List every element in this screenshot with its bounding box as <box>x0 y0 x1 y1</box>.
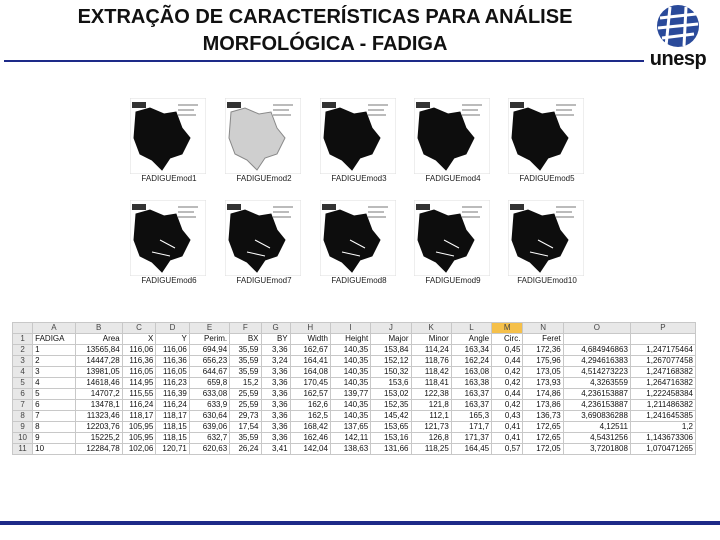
table-cell[interactable]: 2 <box>33 356 76 367</box>
table-cell[interactable]: 10 <box>33 444 76 455</box>
table-cell[interactable]: 163,08 <box>451 367 491 378</box>
table-cell[interactable]: 4,684946863 <box>563 345 630 356</box>
table-cell[interactable]: 630,64 <box>189 411 229 422</box>
thumbnail-item <box>508 98 584 183</box>
thumbnail-caption: FADIGUEmod8 <box>331 276 387 285</box>
table-cell[interactable]: Y <box>156 334 190 345</box>
micrograph-image <box>508 98 584 174</box>
table-cell[interactable]: L <box>451 323 491 334</box>
table-cell[interactable] <box>630 334 695 345</box>
micrograph-image <box>414 200 490 276</box>
row-number[interactable]: 1 <box>13 334 33 345</box>
table-cell[interactable]: 3,36 <box>261 345 290 356</box>
row-number[interactable]: 7 <box>13 400 33 411</box>
thumbnail-caption: FADIGUEmod7 <box>236 276 292 285</box>
table-cell[interactable]: 163,37 <box>451 389 491 400</box>
table-cell[interactable]: Minor <box>411 334 451 345</box>
table-cell[interactable]: 0,42 <box>492 367 523 378</box>
table-cell[interactable]: 3,36 <box>261 411 290 422</box>
table-cell[interactable]: 14618,46 <box>75 378 122 389</box>
table-cell[interactable]: 35,59 <box>230 345 261 356</box>
table-cell[interactable]: 115,55 <box>122 389 156 400</box>
table-cell[interactable]: 162,67 <box>290 345 330 356</box>
table-cell[interactable]: 0,44 <box>492 356 523 367</box>
table-cell[interactable]: 170,45 <box>290 378 330 389</box>
table-cell[interactable]: 171,37 <box>451 433 491 444</box>
table-cell[interactable]: 14707,2 <box>75 389 122 400</box>
row-number[interactable]: 2 <box>13 345 33 356</box>
table-cell[interactable]: D <box>156 323 190 334</box>
table-cell[interactable]: 162,46 <box>290 433 330 444</box>
table-cell[interactable]: 4,514273223 <box>563 367 630 378</box>
thumbnail-item <box>414 200 490 285</box>
table-cell[interactable]: K <box>411 323 451 334</box>
globe-icon <box>640 2 716 52</box>
table-cell[interactable]: 0,41 <box>492 433 523 444</box>
table-cell[interactable]: 1,264716382 <box>630 378 695 389</box>
table-cell[interactable]: 168,42 <box>290 422 330 433</box>
micrograph-image <box>225 98 301 174</box>
table-cell[interactable]: 1,247175464 <box>630 345 695 356</box>
table-cell[interactable]: 620,63 <box>189 444 229 455</box>
micrograph-image <box>414 98 490 174</box>
thumbnail-caption: FADIGUEmod3 <box>331 174 387 183</box>
thumbnail-item <box>225 98 301 183</box>
footer-divider <box>0 521 720 525</box>
micrograph-image <box>320 98 396 174</box>
table-cell[interactable]: 694,94 <box>189 345 229 356</box>
table-cell[interactable]: 116,39 <box>156 389 190 400</box>
table-cell[interactable]: 131,66 <box>371 444 411 455</box>
table-cell[interactable]: 116,36 <box>122 356 156 367</box>
table-row <box>13 345 696 356</box>
table-cell[interactable]: 15225,2 <box>75 433 122 444</box>
table-cell[interactable]: Area <box>75 334 122 345</box>
table-cell[interactable]: Height <box>330 334 370 345</box>
table-cell[interactable]: 1,211486382 <box>630 400 695 411</box>
table-cell[interactable]: 13478,1 <box>75 400 122 411</box>
table-cell[interactable]: 162,5 <box>290 411 330 422</box>
row-number[interactable]: 9 <box>13 422 33 433</box>
table-cell[interactable]: 1,143673306 <box>630 433 695 444</box>
table-cell[interactable]: A <box>33 323 76 334</box>
row-number[interactable]: 3 <box>13 356 33 367</box>
table-cell[interactable]: 0,42 <box>492 378 523 389</box>
table-cell[interactable]: 26,24 <box>230 444 261 455</box>
table-cell[interactable]: 116,05 <box>122 367 156 378</box>
table-cell[interactable]: 120,71 <box>156 444 190 455</box>
table-cell[interactable]: 116,24 <box>156 400 190 411</box>
table-cell[interactable]: 35,59 <box>230 356 261 367</box>
table-cell[interactable]: N <box>523 323 563 334</box>
micrograph-image <box>225 200 301 276</box>
table-cell[interactable] <box>563 334 630 345</box>
table-cell[interactable]: 8 <box>33 422 76 433</box>
table-cell[interactable]: 11323,46 <box>75 411 122 422</box>
row-number[interactable]: 11 <box>13 444 33 455</box>
table-cell[interactable]: 656,23 <box>189 356 229 367</box>
table-cell[interactable]: 112,1 <box>411 411 451 422</box>
table-cell[interactable]: 3,36 <box>261 378 290 389</box>
table-cell[interactable]: 116,23 <box>156 378 190 389</box>
thumbnail-caption: FADIGUEmod5 <box>519 174 575 183</box>
table-cell[interactable]: 1,2 <box>630 422 695 433</box>
table-cell[interactable]: 118,41 <box>411 378 451 389</box>
table-cell[interactable]: 152,35 <box>371 400 411 411</box>
thumbnail-caption: FADIGUEmod10 <box>517 276 577 285</box>
row-number[interactable]: 8 <box>13 411 33 422</box>
table-cell[interactable]: Perim. <box>189 334 229 345</box>
table-cell[interactable]: 105,95 <box>122 422 156 433</box>
table-cell[interactable]: 3,41 <box>261 444 290 455</box>
table-cell[interactable]: 1,070471265 <box>630 444 695 455</box>
table-cell[interactable]: 114,95 <box>122 378 156 389</box>
table-cell[interactable]: 173,93 <box>523 378 563 389</box>
table-cell[interactable]: 137,65 <box>330 422 370 433</box>
logo-text: unesp <box>649 48 707 70</box>
table-cell[interactable]: 118,17 <box>156 411 190 422</box>
table-cell[interactable]: 121,8 <box>411 400 451 411</box>
thumbnail-item <box>225 200 301 285</box>
table-cell[interactable]: 9 <box>33 433 76 444</box>
table-cell[interactable]: 35,59 <box>230 367 261 378</box>
table-cell[interactable]: P <box>630 323 695 334</box>
table-cell[interactable]: I <box>330 323 370 334</box>
unesp-logo <box>640 2 716 68</box>
feature-table <box>12 322 696 455</box>
table-cell[interactable]: Circ. <box>492 334 523 345</box>
row-number[interactable]: 10 <box>13 433 33 444</box>
micrograph-image <box>130 98 206 174</box>
table-cell[interactable]: 173,05 <box>523 367 563 378</box>
table-cell[interactable]: 0,57 <box>492 444 523 455</box>
table-row <box>13 422 696 433</box>
table-cell[interactable]: 1,241645385 <box>630 411 695 422</box>
table-cell[interactable]: 632,7 <box>189 433 229 444</box>
table-cell[interactable]: J <box>371 323 411 334</box>
table-cell[interactable]: 13565,84 <box>75 345 122 356</box>
table-cell[interactable]: 3 <box>33 367 76 378</box>
row-number[interactable]: 6 <box>13 389 33 400</box>
table-cell[interactable]: 6 <box>33 400 76 411</box>
table-cell[interactable]: 4,3263559 <box>563 378 630 389</box>
table-cell[interactable]: 1 <box>33 345 76 356</box>
title-divider <box>4 60 644 62</box>
table-cell[interactable]: 12284,78 <box>75 444 122 455</box>
table-cell[interactable]: 163,37 <box>451 400 491 411</box>
table-cell[interactable]: 0,41 <box>492 422 523 433</box>
table-row <box>13 367 696 378</box>
spreadsheet <box>12 322 696 452</box>
table-cell[interactable]: 15,2 <box>230 378 261 389</box>
table-cell[interactable]: 3,36 <box>261 389 290 400</box>
table-cell[interactable]: 0,44 <box>492 389 523 400</box>
thumbnail-caption: FADIGUEmod4 <box>425 174 481 183</box>
table-cell[interactable]: C <box>122 323 156 334</box>
table-cell[interactable]: 1,267077458 <box>630 356 695 367</box>
micrograph-image <box>320 200 396 276</box>
thumbnail-caption: FADIGUEmod6 <box>141 276 197 285</box>
table-cell[interactable]: 162,24 <box>451 356 491 367</box>
table-cell[interactable]: 126,8 <box>411 433 451 444</box>
table-cell[interactable]: 116,06 <box>122 345 156 356</box>
thumbnail-caption: FADIGUEmod1 <box>141 174 197 183</box>
table-cell[interactable]: 4,5431256 <box>563 433 630 444</box>
table-cell[interactable]: 1,247168382 <box>630 367 695 378</box>
table-cell[interactable]: 25,59 <box>230 400 261 411</box>
table-cell[interactable]: 1,222458384 <box>630 389 695 400</box>
table-cell[interactable]: 174,86 <box>523 389 563 400</box>
table-cell[interactable]: 152,12 <box>371 356 411 367</box>
thumbnail-item <box>130 98 206 183</box>
table-cell[interactable]: 153,84 <box>371 345 411 356</box>
table-cell[interactable]: 659,8 <box>189 378 229 389</box>
table-cell[interactable]: 4 <box>33 378 76 389</box>
table-cell[interactable]: 163,38 <box>451 378 491 389</box>
table-cell[interactable]: 639,06 <box>189 422 229 433</box>
thumbnail-item <box>320 98 396 183</box>
table-cell[interactable]: 114,24 <box>411 345 451 356</box>
table-cell[interactable]: 140,35 <box>330 400 370 411</box>
table-cell[interactable]: FADIGA <box>33 334 76 345</box>
row-number[interactable]: 5 <box>13 378 33 389</box>
table-cell[interactable]: 138,63 <box>330 444 370 455</box>
thumbnail-item <box>414 98 490 183</box>
table-cell[interactable]: 175,96 <box>523 356 563 367</box>
table-cell[interactable]: X <box>122 334 156 345</box>
table-cell[interactable]: 12203,76 <box>75 422 122 433</box>
table-cell[interactable]: 29,73 <box>230 411 261 422</box>
table-row <box>13 433 696 444</box>
table-cell[interactable]: 142,04 <box>290 444 330 455</box>
table-row <box>13 334 696 345</box>
row-number[interactable]: 4 <box>13 367 33 378</box>
table-cell[interactable]: 163,34 <box>451 345 491 356</box>
table-cell[interactable]: 116,36 <box>156 356 190 367</box>
table-cell[interactable]: 4,236153887 <box>563 389 630 400</box>
table-cell[interactable]: 153,65 <box>371 422 411 433</box>
table-cell[interactable]: 3,36 <box>261 400 290 411</box>
table-cell[interactable]: 25,59 <box>230 389 261 400</box>
table-cell[interactable]: 172,36 <box>523 345 563 356</box>
table-cell[interactable]: Major <box>371 334 411 345</box>
table-cell[interactable]: 0,43 <box>492 411 523 422</box>
table-cell[interactable]: G <box>261 323 290 334</box>
table-cell[interactable]: 116,05 <box>156 367 190 378</box>
thumbnail-item <box>508 200 584 285</box>
table-cell[interactable]: 7 <box>33 411 76 422</box>
table-cell[interactable]: 118,15 <box>156 422 190 433</box>
table-cell[interactable]: 139,77 <box>330 389 370 400</box>
title-line-1: EXTRAÇÃO DE CARACTERÍSTICAS PARA ANÁLISE <box>77 6 573 28</box>
table-cell[interactable]: 172,05 <box>523 444 563 455</box>
table-row <box>13 378 696 389</box>
table-cell[interactable]: 164,41 <box>290 356 330 367</box>
table-row <box>13 389 696 400</box>
table-cell[interactable]: 140,35 <box>330 356 370 367</box>
table-cell[interactable]: BY <box>261 334 290 345</box>
table-cell[interactable]: 0,42 <box>492 400 523 411</box>
table-row <box>13 356 696 367</box>
table-cell[interactable]: 644,67 <box>189 367 229 378</box>
table-cell[interactable]: E <box>189 323 229 334</box>
table-cell[interactable]: 116,24 <box>122 400 156 411</box>
table-row <box>13 411 696 422</box>
table-cell[interactable]: 3,24 <box>261 356 290 367</box>
thumbnail-caption: FADIGUEmod9 <box>425 276 481 285</box>
table-cell[interactable]: 172,65 <box>523 422 563 433</box>
table-cell[interactable]: 140,35 <box>330 378 370 389</box>
table-cell[interactable]: H <box>290 323 330 334</box>
table-cell[interactable]: 162,6 <box>290 400 330 411</box>
table-cell[interactable]: 118,76 <box>411 356 451 367</box>
table-cell[interactable]: 118,17 <box>122 411 156 422</box>
table-cell[interactable]: O <box>563 323 630 334</box>
table-cell[interactable]: 164,08 <box>290 367 330 378</box>
table-cell[interactable]: BX <box>230 334 261 345</box>
thumbnail-item <box>130 200 206 285</box>
table-cell[interactable]: 153,16 <box>371 433 411 444</box>
table-cell[interactable]: 118,15 <box>156 433 190 444</box>
table-cell[interactable]: 171,7 <box>451 422 491 433</box>
table-cell[interactable]: 153,6 <box>371 378 411 389</box>
table-cell[interactable]: 5 <box>33 389 76 400</box>
table-cell[interactable]: 140,35 <box>330 367 370 378</box>
table-cell[interactable]: Feret <box>523 334 563 345</box>
title-line-2: MORFOLÓGICA - FADIGA <box>202 33 448 55</box>
table-cell[interactable]: 3,36 <box>261 367 290 378</box>
table-row <box>13 444 696 455</box>
table-cell[interactable]: 121,73 <box>411 422 451 433</box>
table-cell[interactable]: Width <box>290 334 330 345</box>
micrograph-image <box>130 200 206 276</box>
table-cell[interactable]: 172,65 <box>523 433 563 444</box>
thumbnail-item <box>320 200 396 285</box>
table-cell[interactable]: 4,236153887 <box>563 400 630 411</box>
table-cell[interactable]: 153,02 <box>371 389 411 400</box>
table-cell[interactable]: 35,59 <box>230 433 261 444</box>
table-cell[interactable]: 633,9 <box>189 400 229 411</box>
table-cell[interactable]: 13981,05 <box>75 367 122 378</box>
column-letter-row <box>13 323 696 334</box>
table-cell[interactable]: M <box>492 323 523 334</box>
page-title <box>0 4 650 58</box>
table-cell[interactable]: 3,36 <box>261 422 290 433</box>
table-cell[interactable]: 118,25 <box>411 444 451 455</box>
table-cell[interactable]: 145,42 <box>371 411 411 422</box>
table-cell[interactable]: F <box>230 323 261 334</box>
table-cell[interactable]: 105,95 <box>122 433 156 444</box>
table-cell[interactable]: Angle <box>451 334 491 345</box>
table-cell[interactable]: 633,08 <box>189 389 229 400</box>
table-cell[interactable]: 140,35 <box>330 411 370 422</box>
table-cell[interactable]: 4,12511 <box>563 422 630 433</box>
table-cell[interactable]: 118,42 <box>411 367 451 378</box>
table-cell[interactable]: 136,73 <box>523 411 563 422</box>
table-cell[interactable]: 17,54 <box>230 422 261 433</box>
table-cell[interactable]: B <box>75 323 122 334</box>
table-cell[interactable]: 165,3 <box>451 411 491 422</box>
table-cell[interactable]: 4,294616383 <box>563 356 630 367</box>
table-cell[interactable]: 173,86 <box>523 400 563 411</box>
table-cell[interactable]: 0,45 <box>492 345 523 356</box>
row-number[interactable] <box>13 323 33 334</box>
micrograph-image <box>508 200 584 276</box>
table-cell[interactable]: 3,36 <box>261 433 290 444</box>
table-cell[interactable]: 14447,28 <box>75 356 122 367</box>
table-cell[interactable]: 122,38 <box>411 389 451 400</box>
table-cell[interactable]: 116,06 <box>156 345 190 356</box>
table-cell[interactable]: 150,32 <box>371 367 411 378</box>
table-cell[interactable]: 3,690836288 <box>563 411 630 422</box>
table-cell[interactable]: 162,57 <box>290 389 330 400</box>
table-cell[interactable]: 140,35 <box>330 345 370 356</box>
table-cell[interactable]: 164,45 <box>451 444 491 455</box>
table-cell[interactable]: 142,11 <box>330 433 370 444</box>
table-cell[interactable]: 3,7201808 <box>563 444 630 455</box>
thumbnail-caption: FADIGUEmod2 <box>236 174 292 183</box>
table-cell[interactable]: 102,06 <box>122 444 156 455</box>
table-row <box>13 400 696 411</box>
